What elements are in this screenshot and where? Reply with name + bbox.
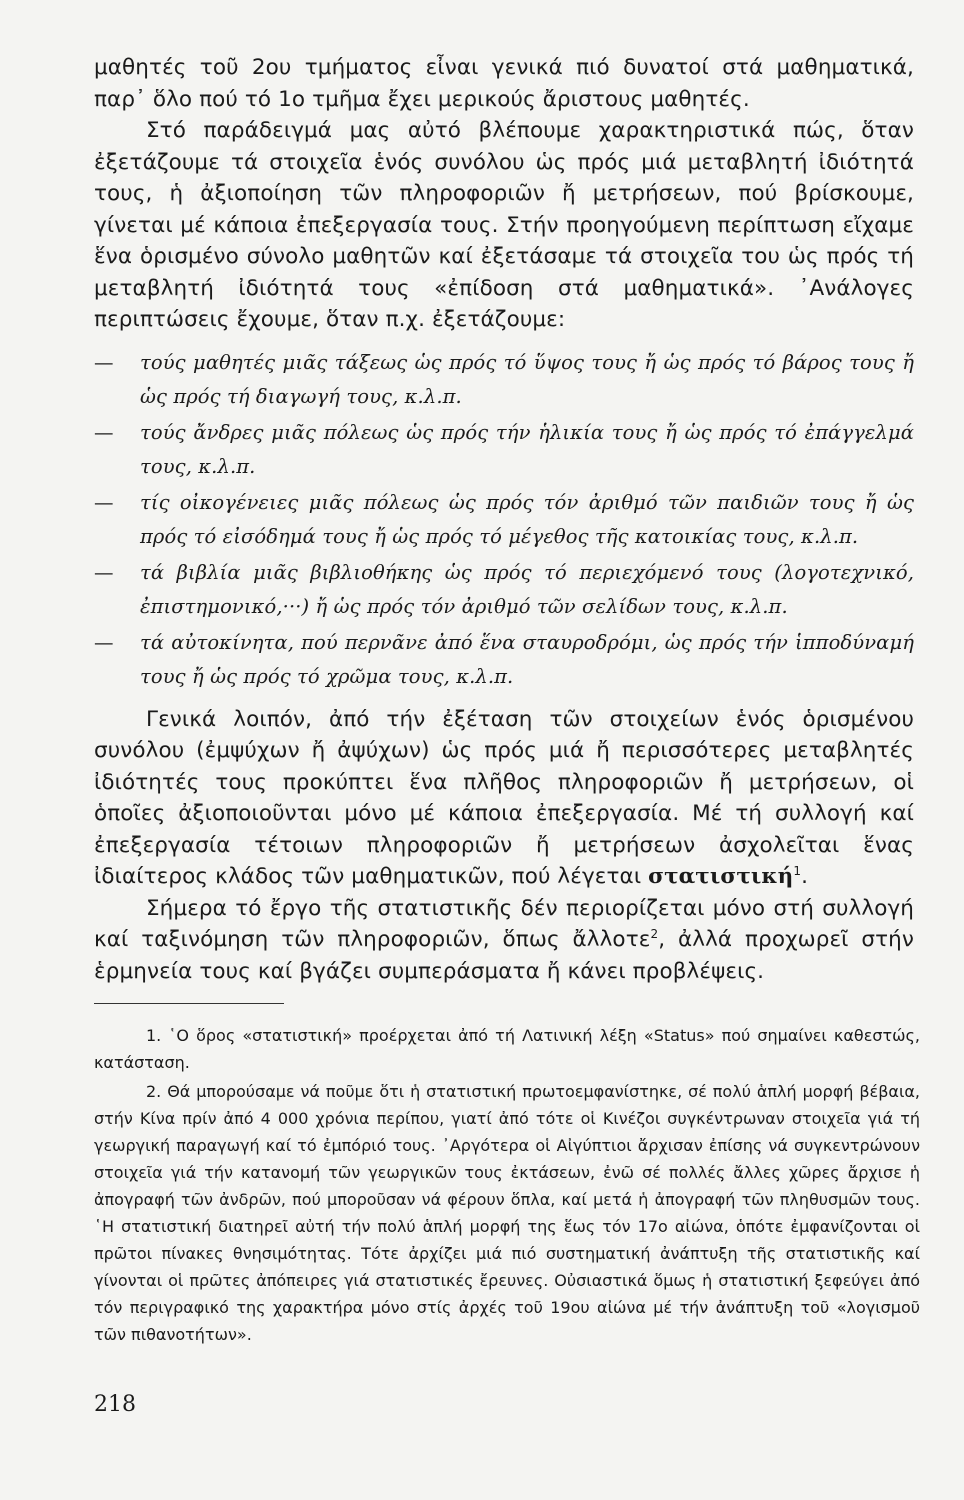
list-item: — τά βιβλία μιᾶς βιβλιοθήκης ὡς πρός τό περιεχόμενό τους (λογοτεχνικό, ἐπιστημονικό,···) ἤ ὡς πρός τόν ἀριθμό τῶν σελίδων τους, κ.λ.π. xyxy=(94,556,914,624)
footnotes xyxy=(94,1022,920,1350)
main-text xyxy=(94,52,914,987)
paragraph-example: Στό παράδειγμά μας αὐτό βλέπουμε χαρακτηριστικά πώς, ὅταν ἐξετάζουμε τά στοιχεῖα ἑνός συνόλου ὡς πρός μιά μεταβλητή ἰδιότητά τους, ἡ ἀξιοποίηση τῶν πληροφοριῶν ἤ μετρήσεων, πού βρίσκουμε, γίνεται μέ κάποια ἐπεξεργασία τους. Στήν προηγούμενη περίπτωση εἴχαμε ἕνα ὁρισμένο σύνολο μαθητῶν καί ἐξετάσαμε τά στοιχεῖα του ὡς πρός τή μεταβλητή ἰδιότητά τους «ἐπίδοση στά μαθηματικά». ᾽Ανάλογες περιπτώσεις ἔχουμε, ὅταν π.χ. ἐξετάζουμε: xyxy=(94,118,914,332)
list-dash: — xyxy=(94,420,114,444)
paragraph-statistics-definition: Γενικά λοιπόν, ἀπό τήν ἐξέταση τῶν στοιχείων ἑνός ὁρισμένου συνόλου (ἐμψύχων ἤ ἀψύχων) ὡς πρός μιά ἤ περισσότερες μεταβλητές ἰδιότητές τους προκύπτει ἕνα πλῆθος πληροφοριῶν ἤ μετρήσεων, οἱ ὁποῖες ἀξιοποιοῦνται μόνο μέ κάποια ἐπεξεργασία. Μέ τή συλλογή καί ἐπεξεργασία τέτοιων πληροφοριῶν ἤ μετρήσεων ἀσχολεῖται ἕνας ἰδιαίτερος κλάδος τῶν μαθηματικῶν, πού λέγεται στατιστική$^1$. xyxy=(94,706,914,889)
footnote-ref-1[interactable]: 1 xyxy=(793,863,802,878)
list-dash: — xyxy=(94,490,114,514)
footnote-ref-2[interactable]: 2 xyxy=(650,926,659,941)
examples-list xyxy=(94,346,914,694)
list-item: — τούς μαθητές μιᾶς τάξεως ὡς πρός τό ὕψος τους ἤ ὡς πρός τό βάρος τους ἤ ὡς πρός τή διαγωγή τους, κ.λ.π. xyxy=(94,346,914,414)
list-dash: — xyxy=(94,630,114,654)
footnote-1: 1. ῾Ο ὅρος «στατιστική» προέρχεται ἀπό τή Λατινική λέξη «Status» πού σημαίνει καθεστώς, κατάσταση. xyxy=(94,1026,920,1072)
page-number: 218 xyxy=(94,1392,136,1417)
footnote-2: 2. Θά μπορούσαμε νά ποῦμε ὅτι ἡ στατιστική πρωτοεμφανίστηκε, σέ πολύ ἁπλή μορφή βέβαια, στήν Κίνα πρίν ἀπό 4 000 χρόνια περίπου, γιατί ἀπό τότε οἱ Κινέζοι συγκέντρωναν στοιχεῖα γιά τή γεωργική παραγωγή καί τό ἐμπόριό τους. ᾽Αργότερα οἱ Αἰγύπτιοι ἄρχισαν ἐπίσης νά συγκεντρώνουν στοιχεῖα γιά τήν κατανομή τῶν γεωργικῶν τους ἐκτάσεων, ἐνῶ σέ πολλές ἄλλες χῶρες ἄρχισε ἡ ἀπογραφή τῶν ἀνδρῶν, πού μποροῦσαν νά φέρουν ὅπλα, καί μετά ἡ ἀπογραφή τῶν πληθυσμῶν τους. ῾Η στατιστική διατηρεῖ αὐτή τήν πολύ ἁπλή μορφή της ἕως τόν 17ο αἰώνα, ὁπότε ἐμφανίζονται οἱ πρῶτοι πίνακες θνησιμότητας. Τότε ἀρχίζει μιά πιό συστηματική ἀνάπτυξη τῆς στατιστικῆς καί γίνονται οἱ πρῶτες ἀπόπειρες γιά στατιστικές ἔρευνες. Οὐσιαστικά ὅμως ἡ στατιστική ξεφεύγει ἀπό τόν περιγραφικό της χαρακτήρα μόνο στίς ἀρχές τοῦ 19ου αἰώνα μέ τήν ἀνάπτυξη τοῦ «λογισμοῦ τῶν πιθανοτήτων». xyxy=(94,1082,920,1344)
list-dash: — xyxy=(94,560,114,584)
term-statistics: στατιστική xyxy=(648,864,794,889)
list-item: — τά αὐτοκίνητα, πού περνᾶνε ἀπό ἕνα σταυροδρόμι, ὡς πρός τήν ἱπποδύναμή τους ἤ ὡς πρός τό χρῶμα τους, κ.λ.π. xyxy=(94,626,914,694)
paragraph-continuation: μαθητές τοῦ 2ου τμήματος εἶναι γενικά πιό δυνατοί στά μαθηματικά, παρ᾽ ὅλο πού τό 1ο τμῆμα ἔχει μερικούς ἄριστους μαθητές. xyxy=(94,55,914,112)
footnote-divider xyxy=(94,1003,284,1004)
list-dash: — xyxy=(94,350,114,374)
list-item: — τούς ἄνδρες μιᾶς πόλεως ὡς πρός τήν ἡλικία τους ἤ ὡς πρός τό ἐπάγγελμά τους, κ.λ.π. xyxy=(94,416,914,484)
list-item: — τίς οἰκογένειες μιᾶς πόλεως ὡς πρός τόν ἀριθμό τῶν παιδιῶν τους ἤ ὡς πρός τό εἰσόδημά τους ἤ ὡς πρός τό μέγεθος τῆς κατοικίας τους, κ.λ.π. xyxy=(94,486,914,554)
paragraph-statistics-today: Σήμερα τό ἔργο τῆς στατιστικῆς δέν περιορίζεται μόνο στή συλλογή καί ταξινόμηση τῶν πληροφοριῶν, ὅπως ἄλλοτε$^2$, ἀλλά προχωρεῖ στήν ἑρμηνεία τους καί βγάζει συμπεράσματα ἤ κάνει προβλέψεις. xyxy=(94,895,914,984)
